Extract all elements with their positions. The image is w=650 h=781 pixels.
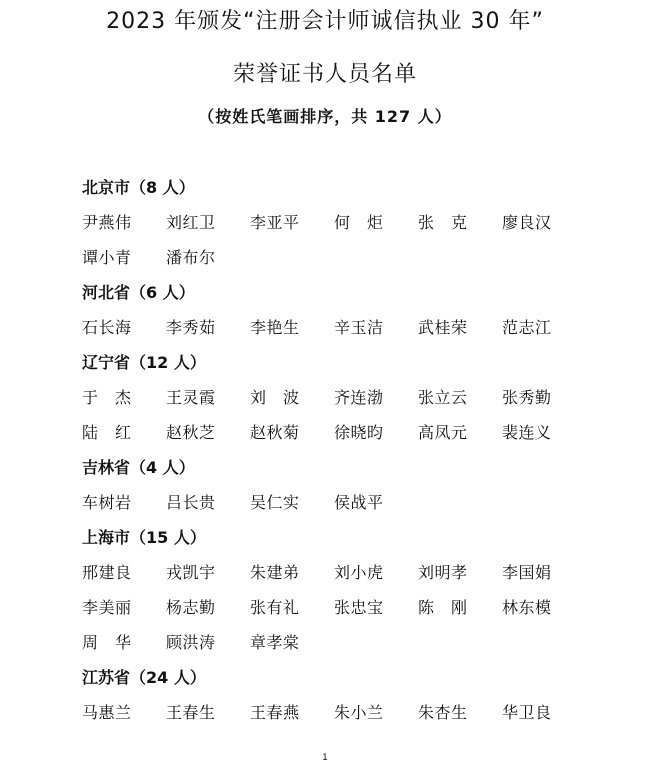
names-row	[82, 595, 602, 630]
person-name: 张忠宝	[334, 598, 384, 617]
person-name: 李美丽	[82, 598, 132, 617]
person-name: 刘小虎	[334, 563, 384, 582]
person-name: 张有礼	[250, 598, 300, 617]
section-liaoning	[82, 350, 602, 455]
person-name: 武桂荣	[418, 318, 468, 337]
section-header: 北京市（8 人）	[82, 178, 195, 197]
person-name: 刘 波	[250, 388, 300, 407]
person-name: 廖良汉	[502, 213, 552, 232]
person-name: 李国娟	[502, 563, 552, 582]
person-name: 杨志勤	[166, 598, 216, 617]
names-row	[82, 490, 602, 525]
person-name: 邢建良	[82, 563, 132, 582]
document-title-line-2: 荣誉证书人员名单	[232, 62, 417, 87]
names-row	[82, 210, 602, 245]
person-name: 高凤元	[418, 423, 468, 442]
person-name: 裴连义	[502, 423, 552, 442]
person-name: 戎凯宇	[166, 563, 216, 582]
person-name: 于 杰	[82, 388, 132, 407]
names-row	[82, 315, 602, 350]
document-title-line-1: 2023 年颁发“注册会计师诚信执业 30 年”	[106, 9, 544, 34]
person-name: 朱小兰	[334, 703, 384, 722]
person-name: 顾洪涛	[166, 633, 216, 652]
person-name: 张 克	[418, 213, 468, 232]
person-name: 章孝棠	[250, 633, 300, 652]
person-name: 林东模	[502, 598, 552, 617]
person-name: 赵秋菊	[250, 423, 300, 442]
person-name: 马惠兰	[82, 703, 132, 722]
person-name: 李秀茹	[166, 318, 216, 337]
person-name: 谭小青	[82, 248, 132, 267]
person-name: 范志江	[502, 318, 552, 337]
section-header: 河北省（6 人）	[82, 283, 195, 302]
section-jiangsu	[82, 665, 602, 735]
person-name: 刘明孝	[418, 563, 468, 582]
names-row	[82, 420, 602, 455]
section-header: 上海市（15 人）	[82, 528, 206, 547]
names-row	[82, 630, 602, 665]
names-row	[82, 245, 602, 280]
section-header: 江苏省（24 人）	[82, 668, 206, 687]
person-name: 石长海	[82, 318, 132, 337]
person-name: 张立云	[418, 388, 468, 407]
person-name: 王灵霞	[166, 388, 216, 407]
page-number: 1	[322, 753, 328, 763]
section-beijing	[82, 175, 602, 280]
document-subtitle: （按姓氏笔画排序，共 127 人）	[198, 107, 452, 126]
person-name: 周 华	[82, 633, 132, 652]
person-name: 李艳生	[250, 318, 300, 337]
names-row	[82, 700, 602, 735]
person-name: 朱建弟	[250, 563, 300, 582]
person-name: 王春生	[166, 703, 216, 722]
section-header: 辽宁省（12 人）	[82, 353, 206, 372]
names-row	[82, 385, 602, 420]
person-name: 辛玉洁	[334, 318, 384, 337]
person-name: 尹燕伟	[82, 213, 132, 232]
person-name: 侯战平	[334, 493, 384, 512]
person-name: 李亚平	[250, 213, 300, 232]
person-name: 潘布尔	[166, 248, 216, 267]
person-name: 刘红卫	[166, 213, 216, 232]
person-name: 张秀勤	[502, 388, 552, 407]
person-name: 赵秋芝	[166, 423, 216, 442]
person-name: 齐连渤	[334, 388, 384, 407]
person-name: 陈 刚	[418, 598, 468, 617]
person-name: 朱杏生	[418, 703, 468, 722]
person-name: 陆 红	[82, 423, 132, 442]
section-hebei	[82, 280, 602, 350]
person-name: 吕长贵	[166, 493, 216, 512]
person-name: 华卫良	[502, 703, 552, 722]
person-name: 何 炬	[334, 213, 384, 232]
names-row	[82, 560, 602, 595]
person-name: 王春燕	[250, 703, 300, 722]
name-list	[82, 175, 602, 735]
person-name: 徐晓昀	[334, 423, 384, 442]
section-header: 吉林省（4 人）	[82, 458, 195, 477]
person-name: 车树岩	[82, 493, 132, 512]
person-name: 吴仁实	[250, 493, 300, 512]
section-jilin	[82, 455, 602, 525]
section-shanghai	[82, 525, 602, 665]
